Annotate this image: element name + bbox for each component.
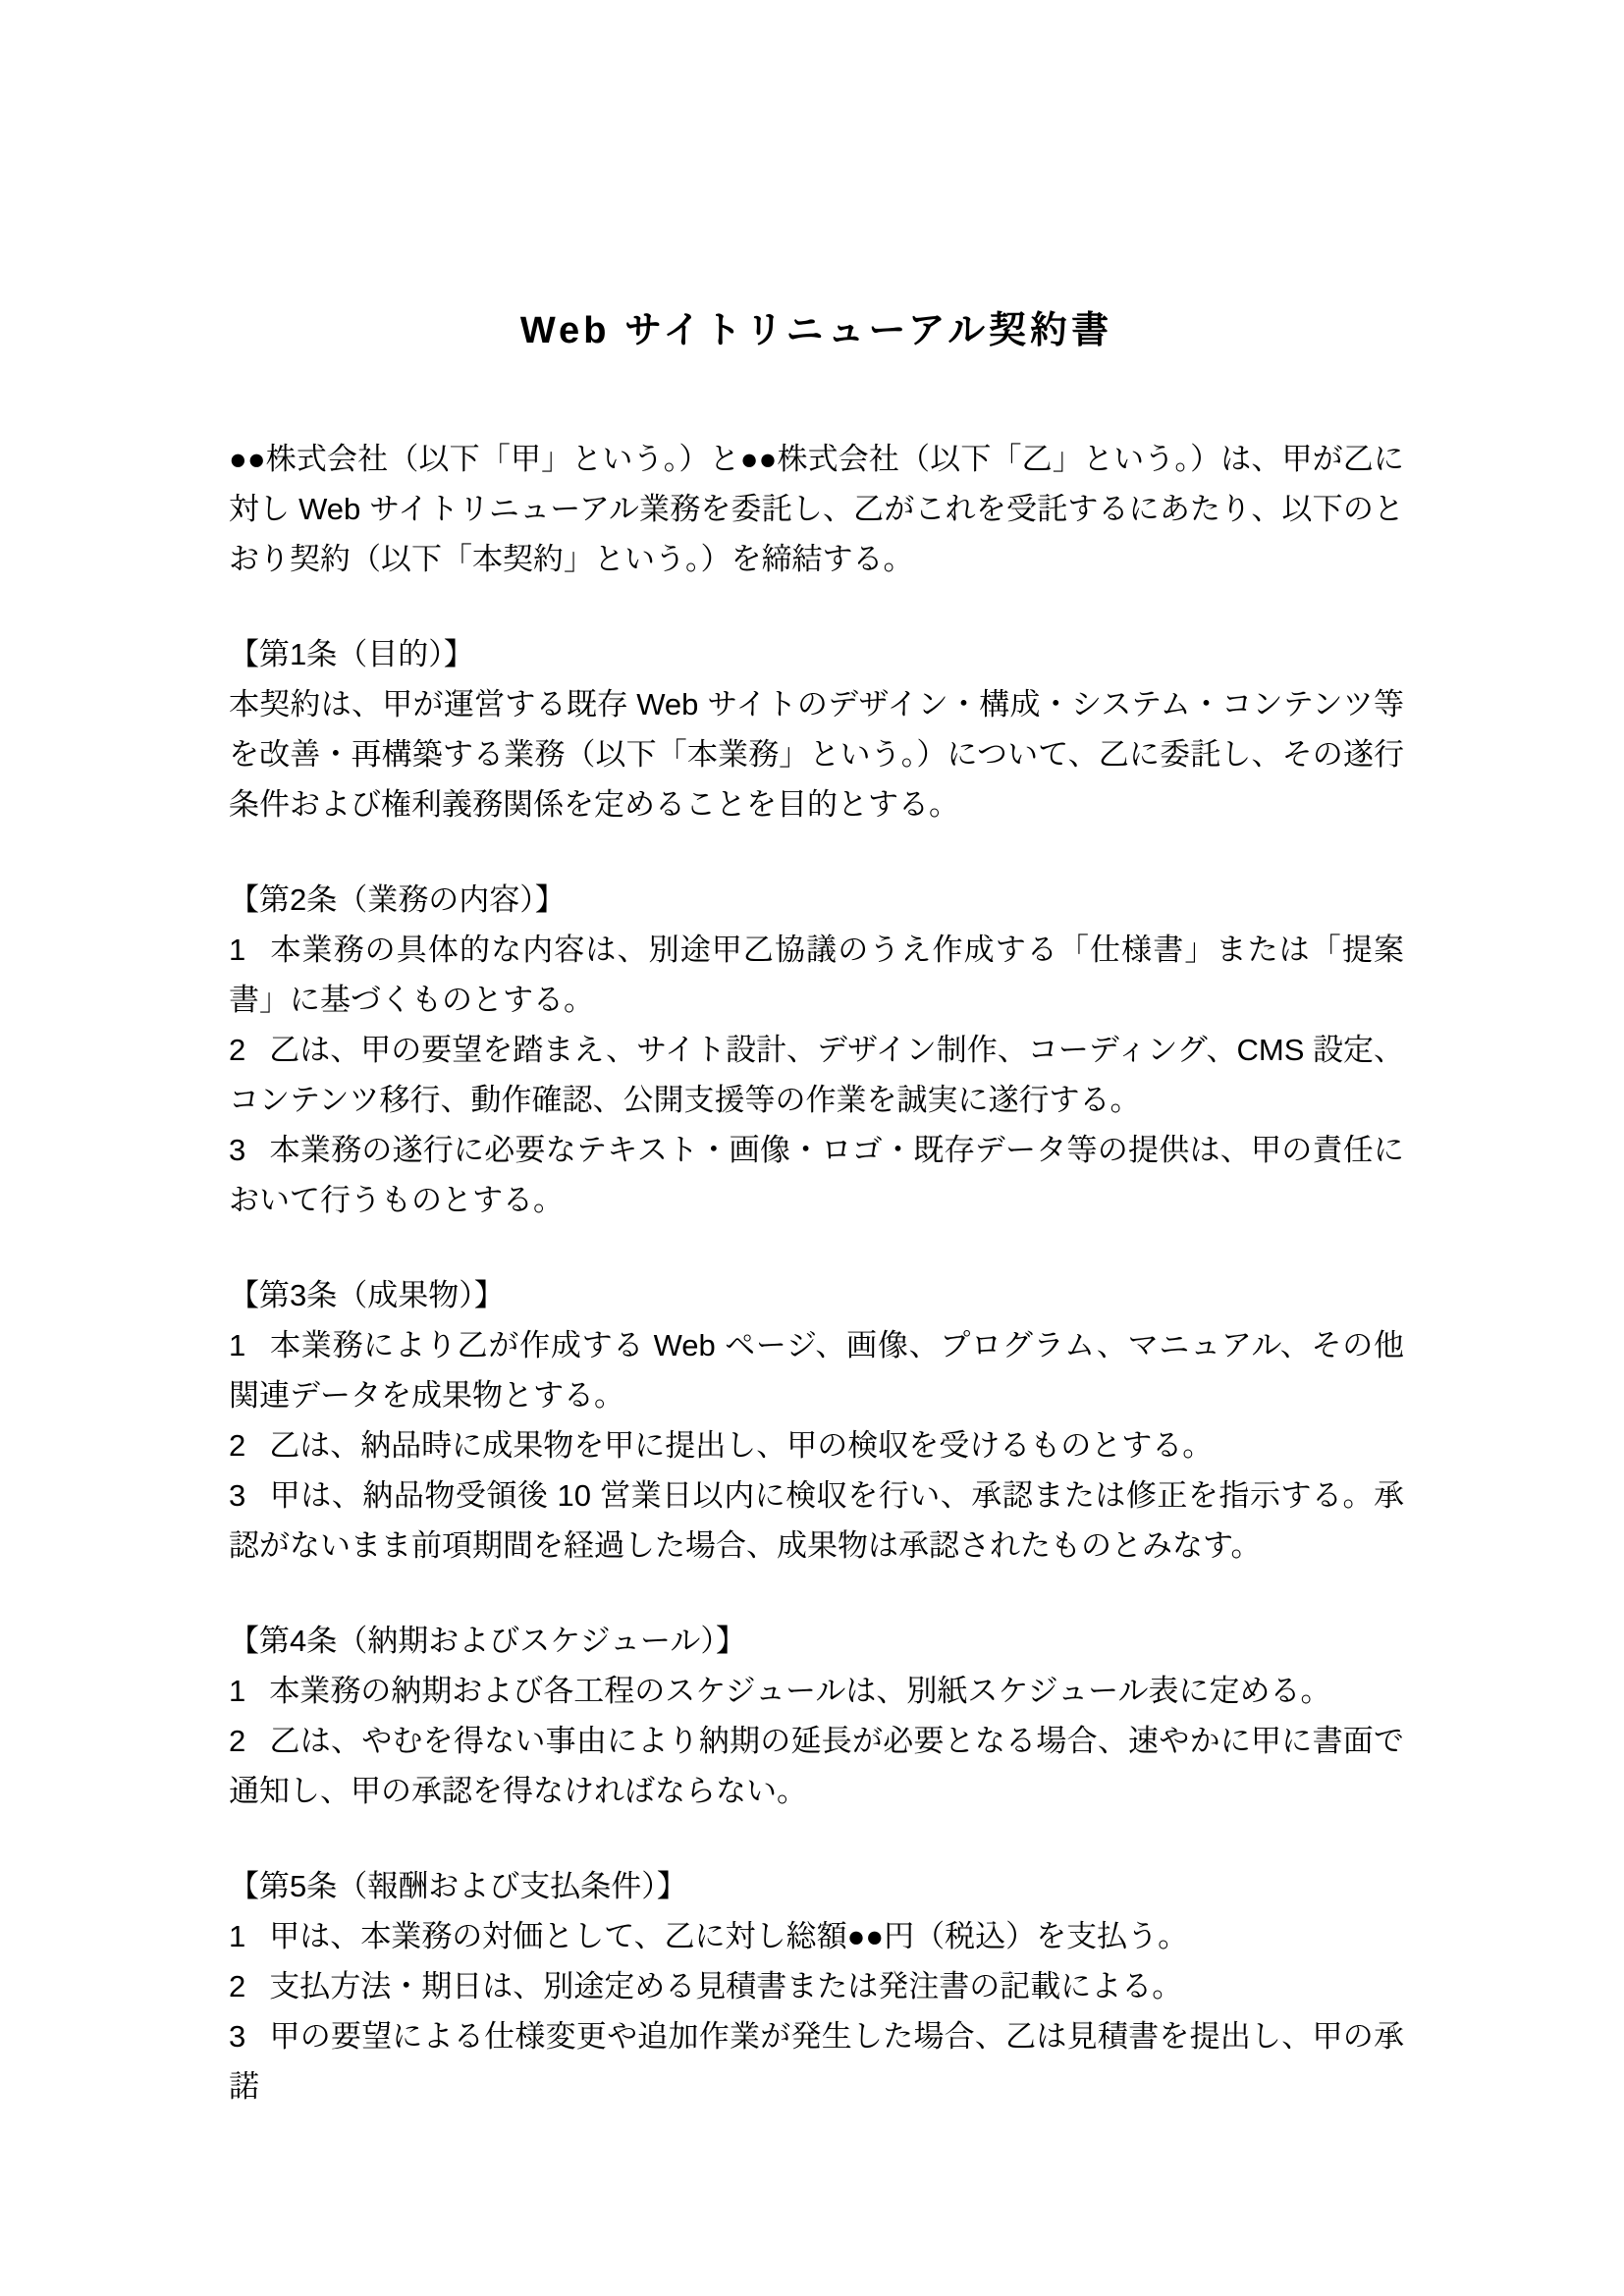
item-text: 甲は、本業務の対価として、乙に対し総額●●円（税込）を支払う。 bbox=[269, 1919, 1189, 1953]
article-4 bbox=[229, 1616, 1404, 1816]
item-number: 2 bbox=[229, 1428, 246, 1463]
item-text: 本業務の納期および各工程のスケジュールは、別紙スケジュール表に定める。 bbox=[269, 1674, 1331, 1708]
item-number: 1 bbox=[229, 1919, 246, 1953]
item-text: 乙は、納品時に成果物を甲に提出し、甲の検収を受けるものとする。 bbox=[269, 1428, 1214, 1463]
article-2-item-1 bbox=[229, 925, 1404, 1025]
article-5-item-3 bbox=[229, 2011, 1404, 2111]
article-3-heading: 【第3条（成果物）】 bbox=[229, 1278, 505, 1312]
article-4-item-2 bbox=[229, 1716, 1404, 1816]
item-number: 3 bbox=[229, 2019, 246, 2054]
item-text: 乙は、甲の要望を踏まえ、サイト設計、デザイン制作、コーディング、CMS 設定、コンテンツ移行、動作確認、公開支援等の作業を誠実に遂行する。 bbox=[229, 1033, 1404, 1117]
article-5-item-2 bbox=[229, 1961, 1404, 2011]
article-2-item-2 bbox=[229, 1025, 1404, 1125]
article-3 bbox=[229, 1270, 1404, 1571]
article-1-heading: 【第1条（目的）】 bbox=[229, 637, 474, 671]
article-3-item-3 bbox=[229, 1470, 1404, 1571]
item-number: 2 bbox=[229, 1724, 246, 1758]
item-number: 2 bbox=[229, 1033, 246, 1067]
article-2-heading: 【第2条（業務の内容）】 bbox=[229, 882, 566, 917]
article-2-item-3 bbox=[229, 1125, 1404, 1225]
item-number: 1 bbox=[229, 933, 246, 967]
item-text: 甲は、納品物受領後 10 営業日以内に検収を行い、承認または修正を指示する。承認がないまま前項期間を経過した場合、成果物は承認されたものとみなす。 bbox=[229, 1478, 1404, 1563]
item-text: 甲の要望による仕様変更や追加作業が発生した場合、乙は見積書を提出し、甲の承諾 bbox=[229, 2019, 1404, 2104]
article-5 bbox=[229, 1861, 1404, 2111]
item-number: 3 bbox=[229, 1133, 246, 1167]
article-2 bbox=[229, 875, 1404, 1225]
article-4-item-1 bbox=[229, 1666, 1404, 1716]
item-number: 1 bbox=[229, 1328, 246, 1362]
item-text: 本業務により乙が作成する Web ページ、画像、プログラム、マニュアル、その他関連データを成果物とする。 bbox=[229, 1328, 1404, 1413]
item-text: 支払方法・期日は、別途定める見積書または発注書の記載による。 bbox=[269, 1969, 1183, 2003]
article-3-item-1 bbox=[229, 1320, 1404, 1420]
item-number: 3 bbox=[229, 1478, 246, 1513]
article-4-heading: 【第4条（納期およびスケジュール）】 bbox=[229, 1624, 746, 1658]
article-5-item-1 bbox=[229, 1911, 1404, 1961]
item-text: 本業務の遂行に必要なテキスト・画像・ロゴ・既存データ等の提供は、甲の責任において行うものとする。 bbox=[229, 1133, 1404, 1217]
item-text: 本業務の具体的な内容は、別途甲乙協議のうえ作成する「仕様書」または「提案書」に基づくものとする。 bbox=[229, 933, 1404, 1017]
article-1-body: 本契約は、甲が運営する既存 Web サイトのデザイン・構成・システム・コンテンツ等を改善・再構築する業務（以下「本業務」という。）について、乙に委託し、その遂行条件および権利義務関係を定めることを目的とする。 bbox=[229, 687, 1404, 822]
item-number: 1 bbox=[229, 1674, 246, 1708]
article-3-item-2 bbox=[229, 1420, 1404, 1470]
article-5-heading: 【第5条（報酬および支払条件）】 bbox=[229, 1869, 687, 1903]
article-1 bbox=[229, 629, 1404, 829]
preamble-paragraph: ●●株式会社（以下「甲」という。）と●●株式会社（以下「乙」という。）は、甲が乙に対し Web サイトリニューアル業務を委託し、乙がこれを受託するにあたり、以下のとおり契約（以下「本契約」という。）を締結する。 bbox=[229, 442, 1404, 576]
item-number: 2 bbox=[229, 1969, 246, 2003]
document-title: Web サイトリニューアル契約書 bbox=[519, 310, 1113, 351]
item-text: 乙は、やむを得ない事由により納期の延長が必要となる場合、速やかに甲に書面で通知し、甲の承認を得なければならない。 bbox=[229, 1724, 1404, 1808]
